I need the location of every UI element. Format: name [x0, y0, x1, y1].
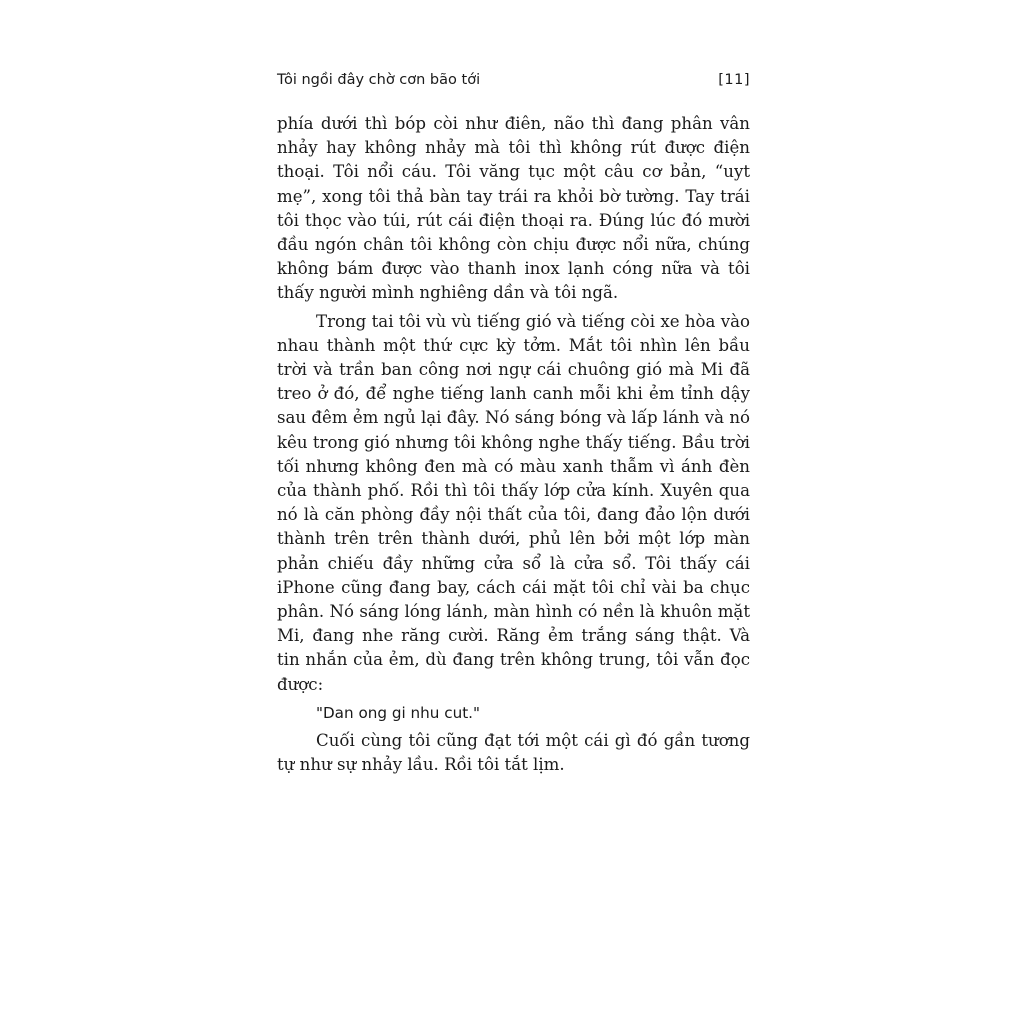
body-text — [277, 112, 750, 781]
paragraph: Trong tai tôi vù vù tiếng gió và tiếng còi xe hòa vào nhau thành một thứ cực kỳ tởm. Mắt tôi nhìn lên bầu trời và trần ban công nơi ngự cái chuông gió mà Mi đã treo ở đó, để nghe tiếng lanh canh mỗi khi ẻm tỉnh dậy sau đêm ẻm ngủ lại đây. Nó sáng bóng và lấp lánh và nó kêu trong gió nhưng tôi không nghe thấy tiếng. Bầu trời tối nhưng không đen mà có màu xanh thẫm vì ánh đèn của thành phố. Rồi thì tôi thấy lớp cửa kính. Xuyên qua nó là căn phòng đầy nội thất của tôi, đang đảo lộn dưới thành trên trên thành dưới, phủ lên bởi một lớp màn phản chiếu đầy những cửa sổ là cửa sổ. Tôi thấy cái iPhone cũng đang bay, cách cái mặt tôi chỉ vài ba chục phân. Nó sáng lóng lánh, màn hình có nền là khuôn mặt Mi, đang nhe răng cười. Răng ẻm trắng sáng thật. Và tin nhắn của ẻm, dù đang trên không trung, tôi vẫn đọc được: — [277, 311, 750, 694]
quoted-message: "Dan ong gi nhu cut." — [316, 703, 480, 722]
paragraph: phía dưới thì bóp còi như điên, não thì đang phân vân nhảy hay không nhảy mà tôi thì không rút được điện thoại. Tôi nổi cáu. Tôi văng tục một câu cơ bản, “uyt mẹ”, xong tôi thả bàn tay trái ra khỏi bờ tường. Tay trái tôi thọc vào túi, rút cái điện thoại ra. Đúng lúc đó mười đầu ngón chân tôi không còn chịu được nổi nữa, chúng không bám được vào thanh inox lạnh cóng nữa và tôi thấy người mình nghiêng dần và tôi ngã. — [277, 114, 750, 303]
paragraph: Cuối cùng tôi cũng đạt tới một cái gì đó gần tương tự như sự nhảy lầu. Rồi tôi tắt lịm. — [277, 731, 750, 775]
running-title: Tôi ngồi đây chờ cơn bão tới — [277, 72, 481, 88]
page-number: [11] — [718, 72, 750, 88]
running-header — [277, 72, 750, 94]
